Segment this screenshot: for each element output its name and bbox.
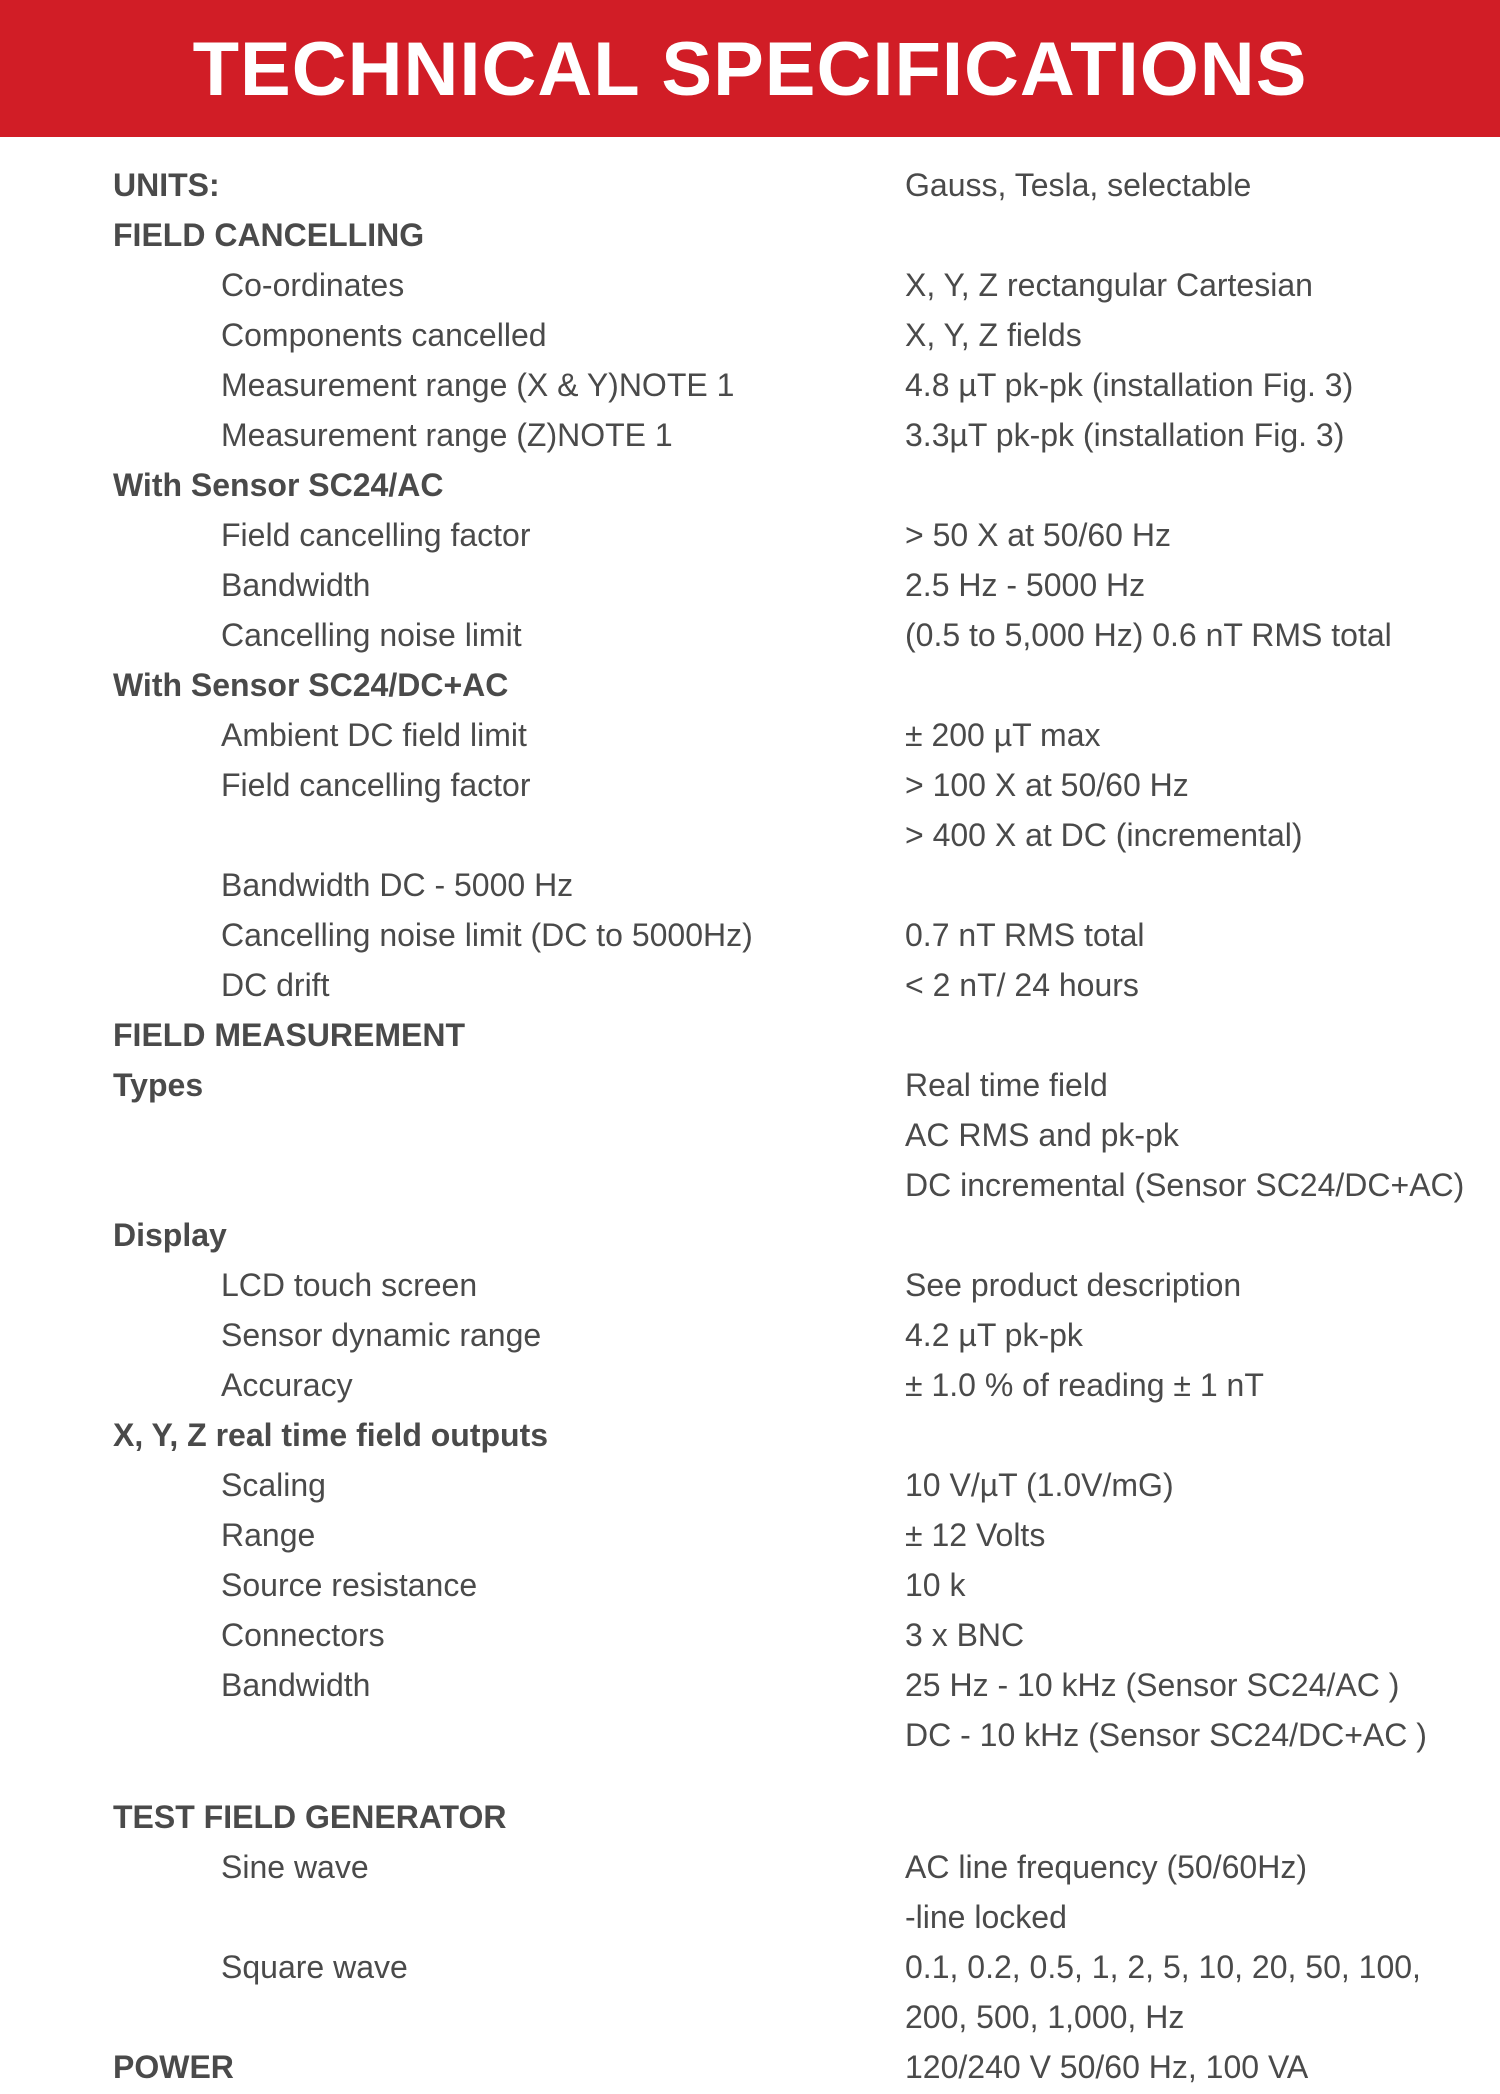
spec-value: ± 1.0 % of reading ± 1 nT xyxy=(905,1367,1264,1403)
section-heading: With Sensor SC24/DC+AC xyxy=(113,667,509,703)
spec-row xyxy=(0,360,1500,410)
spec-value: Real time field xyxy=(905,1067,1108,1103)
spec-row xyxy=(0,1560,1500,1610)
section-field-cancelling xyxy=(0,210,1500,260)
section-test-field-generator xyxy=(0,1792,1500,1842)
spec-row xyxy=(0,610,1500,660)
spec-row-continuation xyxy=(0,1110,1500,1160)
spec-label: DC drift xyxy=(221,967,330,1003)
spec-value: > 50 X at 50/60 Hz xyxy=(905,517,1171,553)
page-title: TECHNICAL SPECIFICATIONS xyxy=(192,26,1308,112)
spec-value: 4.8 µT pk-pk (installation Fig. 3) xyxy=(905,367,1354,403)
spec-value: (0.5 to 5,000 Hz) 0.6 nT RMS total xyxy=(905,617,1392,653)
spec-value: Gauss, Tesla, selectable xyxy=(905,167,1252,203)
spec-row-continuation xyxy=(0,1710,1500,1760)
spec-row xyxy=(0,560,1500,610)
spec-value: > 100 X at 50/60 Hz xyxy=(905,767,1189,803)
spec-label: Bandwidth xyxy=(221,1667,371,1703)
spec-value: DC - 10 kHz (Sensor SC24/DC+AC ) xyxy=(905,1717,1427,1753)
spec-label: Components cancelled xyxy=(221,317,547,353)
spec-value: ± 12 Volts xyxy=(905,1517,1046,1553)
spec-label: Square wave xyxy=(221,1949,408,1985)
spec-label: Range xyxy=(221,1517,316,1553)
spec-value: < 2 nT/ 24 hours xyxy=(905,967,1139,1003)
spec-value: DC incremental (Sensor SC24/DC+AC) xyxy=(905,1167,1465,1203)
spec-row xyxy=(0,1842,1500,1892)
spec-row-continuation xyxy=(0,810,1500,860)
spec-row xyxy=(0,1260,1500,1310)
spec-value: 10 k xyxy=(905,1567,966,1603)
spec-row xyxy=(0,860,1500,910)
section-heading: Display xyxy=(113,1217,227,1253)
spec-value: > 400 X at DC (incremental) xyxy=(905,817,1303,853)
spec-row-units xyxy=(0,160,1500,210)
spec-value: AC RMS and pk-pk xyxy=(905,1117,1179,1153)
spec-label: Ambient DC field limit xyxy=(221,717,527,753)
spec-row-types xyxy=(0,1060,1500,1110)
spec-label: Sensor dynamic range xyxy=(221,1317,542,1353)
section-heading: X, Y, Z real time field outputs xyxy=(113,1417,549,1453)
spec-label: Accuracy xyxy=(221,1367,353,1403)
row-spacer xyxy=(0,1760,1500,1792)
spec-value: 120/240 V 50/60 Hz, 100 VA xyxy=(905,2049,1309,2085)
spec-value: 2.5 Hz - 5000 Hz xyxy=(905,567,1146,603)
spec-value: 10 V/µT (1.0V/mG) xyxy=(905,1467,1174,1503)
spec-heading: Types xyxy=(113,1067,204,1103)
spec-row-continuation xyxy=(0,1892,1500,1942)
spec-value: ± 200 µT max xyxy=(905,717,1101,753)
spec-value: AC line frequency (50/60Hz) xyxy=(905,1849,1307,1885)
spec-label: Field cancelling factor xyxy=(221,767,531,803)
section-sensor-sc24-ac xyxy=(0,460,1500,510)
spec-label: Scaling xyxy=(221,1467,326,1503)
spec-label: Cancelling noise limit (DC to 5000Hz) xyxy=(221,917,753,953)
spec-row xyxy=(0,1660,1500,1710)
spec-value: 25 Hz - 10 kHz (Sensor SC24/AC ) xyxy=(905,1667,1400,1703)
section-field-measurement xyxy=(0,1010,1500,1060)
spec-row xyxy=(0,960,1500,1010)
spec-label: Field cancelling factor xyxy=(221,517,531,553)
section-display xyxy=(0,1210,1500,1260)
spec-label: Measurement range (X & Y)NOTE 1 xyxy=(221,367,735,403)
spec-heading: UNITS: xyxy=(113,167,220,203)
section-heading: With Sensor SC24/AC xyxy=(113,467,444,503)
section-heading: TEST FIELD GENERATOR xyxy=(113,1799,507,1835)
spec-row xyxy=(0,310,1500,360)
spec-value: 3.3µT pk-pk (installation Fig. 3) xyxy=(905,417,1345,453)
spec-value: -line locked xyxy=(905,1899,1067,1935)
spec-value: 0.1, 0.2, 0.5, 1, 2, 5, 10, 20, 50, 100, xyxy=(905,1949,1421,1985)
spec-label: Cancelling noise limit xyxy=(221,617,522,653)
section-sensor-sc24-dcac xyxy=(0,660,1500,710)
spec-heading: POWER xyxy=(113,2049,234,2085)
section-heading: FIELD CANCELLING xyxy=(113,217,425,253)
spec-value: 3 x BNC xyxy=(905,1617,1025,1653)
spec-label: Connectors xyxy=(221,1617,385,1653)
spec-table xyxy=(0,160,1500,2092)
spec-row-power xyxy=(0,2042,1500,2092)
spec-row xyxy=(0,1510,1500,1560)
spec-row xyxy=(0,760,1500,810)
spec-label: LCD touch screen xyxy=(221,1267,478,1303)
spec-row xyxy=(0,510,1500,560)
spec-row xyxy=(0,1360,1500,1410)
spec-label: Bandwidth DC - 5000 Hz xyxy=(221,867,574,903)
section-heading: FIELD MEASUREMENT xyxy=(113,1017,465,1053)
spec-label: Bandwidth xyxy=(221,567,371,603)
spec-value: See product description xyxy=(905,1267,1242,1303)
spec-label: Co-ordinates xyxy=(221,267,405,303)
spec-row xyxy=(0,710,1500,760)
spec-value: X, Y, Z rectangular Cartesian xyxy=(905,267,1313,303)
spec-label: Source resistance xyxy=(221,1567,478,1603)
title-banner xyxy=(0,0,1500,137)
spec-value: X, Y, Z fields xyxy=(905,317,1082,353)
spec-value: 4.2 µT pk-pk xyxy=(905,1317,1083,1353)
spec-row xyxy=(0,910,1500,960)
spec-row xyxy=(0,260,1500,310)
spec-row-continuation xyxy=(0,1160,1500,1210)
section-xyz-outputs xyxy=(0,1410,1500,1460)
spec-row xyxy=(0,1942,1500,1992)
spec-row xyxy=(0,410,1500,460)
spec-row xyxy=(0,1310,1500,1360)
spec-label: Sine wave xyxy=(221,1849,369,1885)
spec-value: 200, 500, 1,000, Hz xyxy=(905,1999,1185,2035)
spec-row xyxy=(0,1610,1500,1660)
spec-label: Measurement range (Z)NOTE 1 xyxy=(221,417,673,453)
spec-row-continuation xyxy=(0,1992,1500,2042)
spec-value: 0.7 nT RMS total xyxy=(905,917,1145,953)
spec-row xyxy=(0,1460,1500,1510)
